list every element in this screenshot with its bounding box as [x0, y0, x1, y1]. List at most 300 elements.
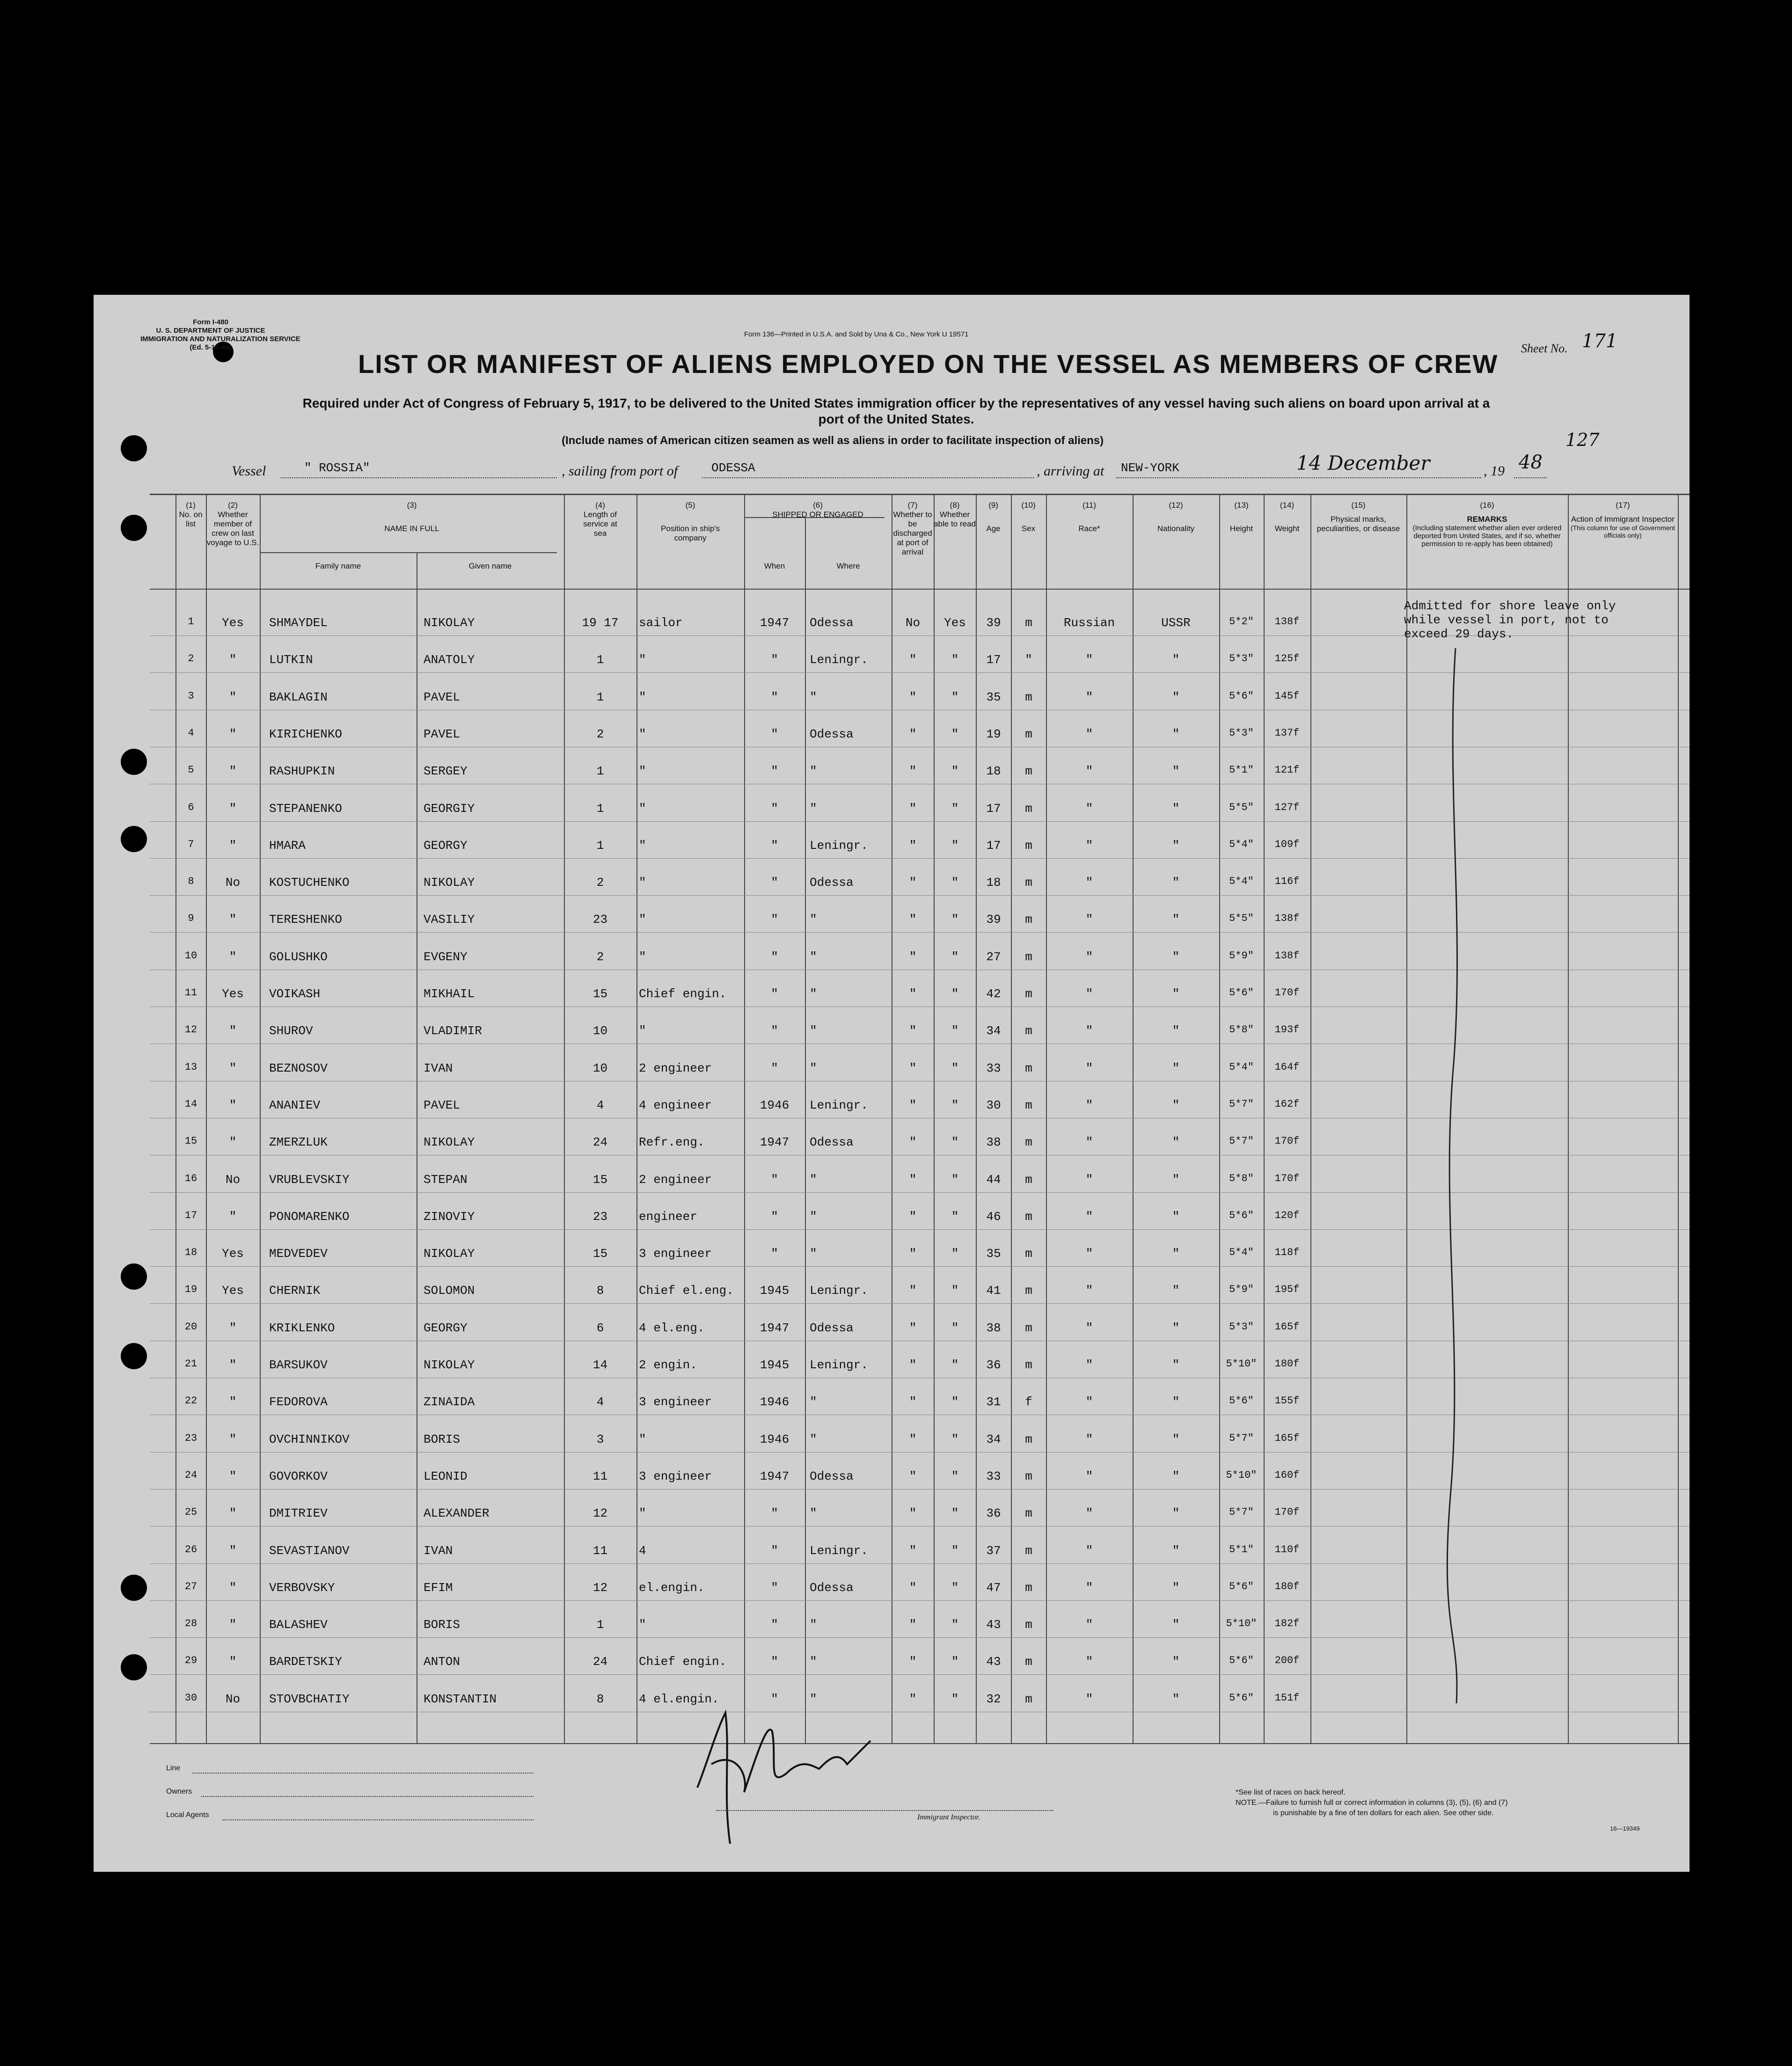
cell-prev-voyage: ": [229, 1580, 237, 1595]
count-annotation: 127: [1565, 430, 1600, 450]
cell-service-length: 1: [596, 1618, 604, 1632]
cell-race: ": [1085, 1061, 1093, 1075]
cell-able-to-read: ": [951, 1655, 959, 1669]
cell-sex: m: [1025, 1358, 1032, 1372]
cell-height: 5*4": [1229, 876, 1254, 888]
cell-able-to-read: ": [951, 987, 959, 1001]
cell-given-name: GEORGY: [424, 838, 468, 853]
cell-weight: 160f: [1274, 1469, 1300, 1481]
cell-able-to-read: ": [951, 1618, 959, 1632]
cell-position: Chief el.eng.: [639, 1284, 734, 1298]
cell-shipped-when: ": [771, 1618, 778, 1632]
cell-family-name: VOIKASH: [269, 987, 321, 1001]
cell-given-name: BORIS: [424, 1618, 461, 1632]
cell-discharged: ": [909, 1172, 917, 1187]
cell-position: ": [639, 913, 646, 927]
cell-race: ": [1085, 1580, 1093, 1595]
cell-height: 5*6": [1229, 1655, 1254, 1667]
cell-service-length: 24: [592, 1655, 608, 1669]
cell-row-number: 3: [188, 690, 194, 702]
cell-shipped-when: ": [771, 949, 778, 964]
cell-position: 3 engineer: [639, 1247, 712, 1261]
cell-weight: 127f: [1274, 801, 1300, 813]
cell-family-name: BALASHEV: [269, 1618, 328, 1632]
cell-position: ": [639, 1506, 646, 1521]
cell-weight: 193f: [1274, 1024, 1300, 1036]
cell-shipped-where: ": [810, 1172, 817, 1187]
cell-given-name: KONSTANTIN: [424, 1692, 497, 1706]
sheet-label: Sheet No.: [1521, 342, 1568, 355]
cell-nationality: ": [1172, 1024, 1180, 1038]
cell-prev-voyage: ": [229, 690, 237, 704]
cell-age: 18: [986, 876, 1001, 890]
cell-race: ": [1085, 1655, 1093, 1669]
cell-given-name: STEPAN: [424, 1172, 468, 1187]
cell-service-length: 2: [596, 876, 604, 890]
cell-nationality: ": [1172, 949, 1180, 964]
subtitle: Required under Act of Congress of February 5, 1917, to be delivered to the United States immigration officer by the representatives of any vessel having such aliens on board upon arrival at a port of the United States.: [302, 396, 1490, 426]
cell-race: ": [1085, 1358, 1093, 1372]
cell-prev-voyage: No: [225, 1172, 241, 1187]
cell-shipped-when: 1947: [760, 616, 790, 630]
cell-service-length: 19 17: [582, 616, 619, 630]
cell-discharged: ": [909, 1395, 917, 1409]
cell-able-to-read: Yes: [944, 616, 966, 630]
cell-able-to-read: ": [951, 1061, 959, 1075]
cell-discharged: ": [909, 1061, 917, 1075]
cell-prev-voyage: No: [225, 876, 241, 890]
cell-position: ": [639, 1618, 646, 1632]
cell-service-length: 3: [596, 1432, 604, 1446]
cell-weight: 195f: [1274, 1284, 1300, 1296]
cell-able-to-read: ": [951, 1469, 959, 1483]
cell-height: 5*5": [1229, 913, 1254, 925]
cell-sex: m: [1025, 1284, 1032, 1298]
cell-race: ": [1085, 913, 1093, 927]
cell-race: ": [1085, 1024, 1093, 1038]
cell-height: 5*3": [1229, 727, 1254, 739]
cell-weight: 145f: [1274, 690, 1300, 702]
col-weight-header: (14) Weight: [1274, 501, 1300, 533]
cell-weight: 118f: [1274, 1247, 1300, 1259]
cell-sex: m: [1025, 913, 1032, 927]
cell-weight: 164f: [1274, 1061, 1300, 1073]
cell-service-length: 15: [592, 1247, 608, 1261]
cell-position: 3 engineer: [639, 1395, 712, 1409]
cell-shipped-where: Odessa: [810, 1580, 854, 1595]
cell-weight: 165f: [1274, 1432, 1300, 1444]
cell-shipped-where: Odessa: [810, 1469, 854, 1483]
binder-hole: [121, 515, 147, 541]
cell-given-name: NIKOLAY: [424, 1358, 475, 1372]
cell-sex: m: [1025, 1469, 1032, 1483]
cell-given-name: PAVEL: [424, 727, 461, 741]
cell-service-length: 24: [592, 1135, 608, 1150]
cell-age: 33: [986, 1469, 1001, 1483]
col-prev-voyage-header: (2) Whether member of crew on last voyage to U.S.: [206, 501, 259, 547]
cell-prev-voyage: ": [229, 838, 237, 853]
form-number: Form I-480: [193, 318, 228, 326]
cell-height: 5*1": [1229, 1543, 1254, 1555]
cell-shipped-where: Odessa: [810, 876, 854, 890]
cell-row-number: 28: [184, 1618, 197, 1630]
cell-family-name: ZMERZLUK: [269, 1135, 328, 1150]
cell-shipped-where: ": [810, 1618, 817, 1632]
cell-row-number: 23: [184, 1432, 197, 1444]
cell-age: 39: [986, 913, 1001, 927]
cell-prev-voyage: ": [229, 1543, 237, 1558]
cell-shipped-where: Leningr.: [810, 1284, 868, 1298]
cell-shipped-when: 1947: [760, 1321, 790, 1335]
cell-row-number: 6: [188, 801, 194, 813]
cell-service-length: 4: [596, 1098, 604, 1112]
cell-race: ": [1085, 1284, 1093, 1298]
cell-service-length: 10: [592, 1061, 608, 1075]
cell-service-length: 6: [596, 1321, 604, 1335]
col-race-header: (11) Race*: [1078, 501, 1100, 533]
cell-height: 5*8": [1229, 1024, 1254, 1036]
cell-service-length: 15: [592, 1172, 608, 1187]
agents-label: Local Agents: [166, 1811, 209, 1819]
cell-nationality: ": [1172, 1506, 1180, 1521]
cell-weight: 170f: [1274, 987, 1300, 999]
cell-position: ": [639, 838, 646, 853]
printer-line: Form 136—Printed in U.S.A. and Sold by Una & Co., New York U 19571: [744, 330, 969, 338]
cell-age: 47: [986, 1580, 1001, 1595]
cell-shipped-where: ": [810, 913, 817, 927]
cell-family-name: STEPANENKO: [269, 801, 343, 816]
line-label: Line: [166, 1764, 181, 1772]
cell-shipped-when: 1946: [760, 1432, 790, 1446]
cell-service-length: 1: [596, 653, 604, 667]
cell-service-length: 11: [592, 1469, 608, 1483]
cell-sex: m: [1025, 690, 1032, 704]
cell-able-to-read: ": [951, 1692, 959, 1706]
col-action-header: (17) Action of Immigrant Inspector (This column for use of Government officials only): [1570, 501, 1675, 539]
cell-service-length: 1: [596, 801, 604, 816]
cell-discharged: No: [905, 616, 921, 630]
cell-family-name: TERESHENKO: [269, 913, 343, 927]
cell-race: ": [1085, 876, 1093, 890]
cell-able-to-read: ": [951, 1543, 959, 1558]
sheet-number: 171: [1582, 330, 1618, 352]
cell-age: 35: [986, 1247, 1001, 1261]
cell-shipped-when: 1947: [760, 1469, 790, 1483]
cell-shipped-when: ": [771, 1024, 778, 1038]
cell-shipped-when: ": [771, 1172, 778, 1187]
cell-race: ": [1085, 987, 1093, 1001]
cell-family-name: DMITRIEV: [269, 1506, 328, 1521]
cell-age: 31: [986, 1395, 1001, 1409]
cell-age: 39: [986, 616, 1001, 630]
cell-service-length: 1: [596, 838, 604, 853]
cell-nationality: ": [1172, 838, 1180, 853]
cell-able-to-read: ": [951, 1024, 959, 1038]
cell-shipped-where: ": [810, 690, 817, 704]
cell-position: ": [639, 1432, 646, 1446]
cell-shipped-where: ": [810, 801, 817, 816]
col-family-name-header: Family name: [315, 562, 361, 570]
cell-shipped-where: Odessa: [810, 1135, 854, 1150]
cell-age: 33: [986, 1061, 1001, 1075]
cell-family-name: BAKLAGIN: [269, 690, 328, 704]
arriving-label: , arriving at: [1037, 463, 1104, 479]
cell-family-name: ANANIEV: [269, 1098, 321, 1112]
cell-able-to-read: ": [951, 913, 959, 927]
cell-age: 36: [986, 1506, 1001, 1521]
cell-race: ": [1085, 1432, 1093, 1446]
cell-discharged: ": [909, 1284, 917, 1298]
cell-service-length: 23: [592, 1209, 608, 1224]
cell-weight: 170f: [1274, 1172, 1300, 1184]
cell-shipped-where: Leningr.: [810, 1098, 868, 1112]
cell-race: ": [1085, 1321, 1093, 1335]
cell-weight: 121f: [1274, 764, 1300, 776]
department: U. S. DEPARTMENT OF JUSTICE: [156, 327, 265, 335]
cell-height: 5*4": [1229, 1247, 1254, 1259]
cell-sex: f: [1025, 1395, 1032, 1409]
cell-shipped-when: ": [771, 1247, 778, 1261]
cell-prev-voyage: ": [229, 1061, 237, 1075]
cell-sex: m: [1025, 1618, 1032, 1632]
cell-shipped-where: ": [810, 1061, 817, 1075]
cell-service-length: 12: [592, 1506, 608, 1521]
cell-shipped-where: ": [810, 987, 817, 1001]
cell-service-length: 14: [592, 1358, 608, 1372]
cell-family-name: GOVORKOV: [269, 1469, 328, 1483]
cell-prev-voyage: Yes: [222, 1247, 244, 1261]
cell-age: 34: [986, 1024, 1001, 1038]
service-name: IMMIGRATION AND NATURALIZATION SERVICE: [140, 335, 300, 343]
cell-shipped-when: 1947: [760, 1135, 790, 1150]
cell-height: 5*6": [1229, 987, 1254, 999]
cell-given-name: VLADIMIR: [424, 1024, 482, 1038]
cell-able-to-read: ": [951, 1172, 959, 1187]
cell-weight: 116f: [1274, 876, 1300, 888]
cell-family-name: GOLUSHKO: [269, 949, 328, 964]
binder-hole: [121, 1654, 147, 1680]
cell-shipped-where: Leningr.: [810, 653, 868, 667]
cell-family-name: BARSUKOV: [269, 1358, 328, 1372]
cell-prev-voyage: ": [229, 1358, 237, 1372]
cell-sex: m: [1025, 1543, 1032, 1558]
cell-prev-voyage: ": [229, 913, 237, 927]
cell-row-number: 16: [184, 1172, 197, 1184]
cell-race: ": [1085, 1506, 1093, 1521]
cell-sex: m: [1025, 1506, 1032, 1521]
cell-discharged: ": [909, 653, 917, 667]
cell-prev-voyage: ": [229, 1618, 237, 1632]
cell-discharged: ": [909, 1098, 917, 1112]
cell-sex: m: [1025, 838, 1032, 853]
cell-position: ": [639, 653, 646, 667]
cell-sex: m: [1025, 727, 1032, 741]
cell-service-length: 1: [596, 690, 604, 704]
cell-family-name: VRUBLEVSKIY: [269, 1172, 350, 1187]
cell-age: 46: [986, 1209, 1001, 1224]
cell-given-name: SERGEY: [424, 764, 468, 779]
col-age-header: (9) Age: [986, 501, 1001, 533]
cell-weight: 170f: [1274, 1506, 1300, 1518]
cell-age: 17: [986, 653, 1001, 667]
cell-nationality: ": [1172, 1284, 1180, 1298]
cell-family-name: RASHUPKIN: [269, 764, 335, 779]
cell-sex: m: [1025, 876, 1032, 890]
cell-shipped-when: ": [771, 653, 778, 667]
arrival-year: 48: [1519, 452, 1543, 473]
cell-discharged: ": [909, 801, 917, 816]
remarks-text: Admitted for shore leave only while vessel in port, not to exceed 29 days.: [1404, 599, 1616, 641]
cell-prev-voyage: ": [229, 727, 237, 741]
cell-row-number: 22: [184, 1395, 197, 1407]
cell-service-length: 15: [592, 987, 608, 1001]
cell-age: 17: [986, 801, 1001, 816]
cell-given-name: MIKHAIL: [424, 987, 475, 1001]
cell-discharged: ": [909, 987, 917, 1001]
cell-service-length: 8: [596, 1692, 604, 1706]
cell-service-length: 2: [596, 727, 604, 741]
cell-shipped-when: ": [771, 987, 778, 1001]
cell-prev-voyage: ": [229, 1469, 237, 1483]
cell-height: 5*6": [1229, 1395, 1254, 1407]
cell-position: ": [639, 690, 646, 704]
cell-age: 18: [986, 764, 1001, 779]
cell-given-name: ZINOVIY: [424, 1209, 475, 1224]
cell-nationality: USSR: [1161, 616, 1191, 630]
binder-hole: [121, 826, 147, 852]
cell-discharged: ": [909, 1543, 917, 1558]
cell-prev-voyage: Yes: [222, 616, 244, 630]
cell-row-number: 13: [184, 1061, 197, 1073]
cell-prev-voyage: ": [229, 1655, 237, 1669]
cell-able-to-read: ": [951, 1135, 959, 1150]
cell-able-to-read: ": [951, 1432, 959, 1446]
cell-shipped-where: ": [810, 1692, 817, 1706]
cell-age: 43: [986, 1618, 1001, 1632]
col-physical-header: (15) Physical marks, peculiarities, or disease: [1317, 501, 1400, 533]
cell-nationality: ": [1172, 1692, 1180, 1706]
cell-service-length: 12: [592, 1580, 608, 1595]
cell-row-number: 21: [184, 1358, 197, 1370]
cell-given-name: ANATOLY: [424, 653, 475, 667]
cell-position: ": [639, 876, 646, 890]
cell-family-name: OVCHINNIKOV: [269, 1432, 350, 1446]
cell-height: 5*10": [1226, 1469, 1257, 1481]
cell-sex: m: [1025, 1209, 1032, 1224]
cell-position: 3 engineer: [639, 1469, 712, 1483]
cell-weight: 138f: [1274, 949, 1300, 962]
cell-race: ": [1085, 801, 1093, 816]
cell-row-number: 4: [188, 727, 194, 739]
cell-prev-voyage: Yes: [222, 1284, 244, 1298]
cell-given-name: NIKOLAY: [424, 1135, 475, 1150]
cell-height: 5*9": [1229, 949, 1254, 962]
cell-weight: 170f: [1274, 1135, 1300, 1147]
cell-discharged: ": [909, 1506, 917, 1521]
cell-discharged: ": [909, 727, 917, 741]
inspector-signature: [679, 1694, 875, 1848]
sailing-label: , sailing from port of: [562, 463, 678, 479]
cell-nationality: ": [1172, 764, 1180, 779]
cell-given-name: IVAN: [424, 1543, 453, 1558]
cell-weight: 162f: [1274, 1098, 1300, 1110]
cell-given-name: ZINAIDA: [424, 1395, 475, 1409]
cell-able-to-read: ": [951, 838, 959, 853]
cell-prev-voyage: ": [229, 1135, 237, 1150]
cell-able-to-read: ": [951, 690, 959, 704]
arrival-date: 14 December: [1296, 452, 1430, 475]
cell-shipped-where: ": [810, 1395, 817, 1409]
cell-sex: m: [1025, 1655, 1032, 1669]
cell-family-name: KRIKLENKO: [269, 1321, 335, 1335]
cell-shipped-when: ": [771, 1655, 778, 1669]
cell-given-name: PAVEL: [424, 1098, 461, 1112]
cell-height: 5*1": [1229, 764, 1254, 776]
cell-family-name: SEVASTIANOV: [269, 1543, 350, 1558]
cell-row-number: 20: [184, 1321, 197, 1333]
cell-shipped-where: Odessa: [810, 727, 854, 741]
cell-shipped-where: Leningr.: [810, 838, 868, 853]
cell-able-to-read: ": [951, 1580, 959, 1595]
cell-height: 5*9": [1229, 1284, 1254, 1296]
cell-row-number: 29: [184, 1655, 197, 1667]
cell-weight: 155f: [1274, 1395, 1300, 1407]
cell-race: ": [1085, 838, 1093, 853]
col-remarks-header: (16) REMARKS (Including statement whether alien ever ordered deported from United States, and if so, whether permission to re-apply has been obtained): [1412, 501, 1562, 548]
cell-sex: m: [1025, 1135, 1032, 1150]
cell-sex: m: [1025, 616, 1032, 630]
cell-prev-voyage: ": [229, 949, 237, 964]
cell-shipped-when: ": [771, 1061, 778, 1075]
cell-given-name: EVGENY: [424, 949, 468, 964]
cell-family-name: BARDETSKIY: [269, 1655, 343, 1669]
cell-position: ": [639, 727, 646, 741]
cell-able-to-read: ": [951, 1098, 959, 1112]
cell-nationality: ": [1172, 1061, 1180, 1075]
cell-height: 5*3": [1229, 653, 1254, 665]
cell-nationality: ": [1172, 1469, 1180, 1483]
cell-family-name: HMARA: [269, 838, 306, 853]
cell-able-to-read: ": [951, 1358, 959, 1372]
cell-sex: m: [1025, 1580, 1032, 1595]
cell-able-to-read: ": [951, 764, 959, 779]
cell-nationality: ": [1172, 801, 1180, 816]
cell-height: 5*2": [1229, 616, 1254, 628]
cell-shipped-where: ": [810, 1506, 817, 1521]
cell-discharged: ": [909, 1580, 917, 1595]
cell-given-name: EFIM: [424, 1580, 453, 1595]
cell-weight: 110f: [1274, 1543, 1300, 1555]
cell-row-number: 24: [184, 1469, 197, 1481]
cell-weight: 180f: [1274, 1580, 1300, 1592]
cell-shipped-when: ": [771, 727, 778, 741]
cell-row-number: 8: [188, 876, 194, 888]
cell-height: 5*4": [1229, 1061, 1254, 1073]
cell-row-number: 2: [188, 653, 194, 665]
cell-position: 2 engineer: [639, 1061, 712, 1075]
cell-sex: m: [1025, 1172, 1032, 1187]
binder-hole: [121, 1263, 147, 1290]
cell-weight: 138f: [1274, 616, 1300, 628]
col-shipped-header: (6) SHIPPED OR ENGAGED: [772, 501, 863, 519]
binder-hole: [121, 435, 147, 461]
form-code: 16—19349: [1610, 1825, 1640, 1832]
cell-position: 2 engin.: [639, 1358, 697, 1372]
cell-position: sailor: [639, 616, 683, 630]
vessel-name: " ROSSIA": [304, 461, 370, 475]
cell-position: 2 engineer: [639, 1172, 712, 1187]
cell-prev-voyage: No: [225, 1692, 241, 1706]
